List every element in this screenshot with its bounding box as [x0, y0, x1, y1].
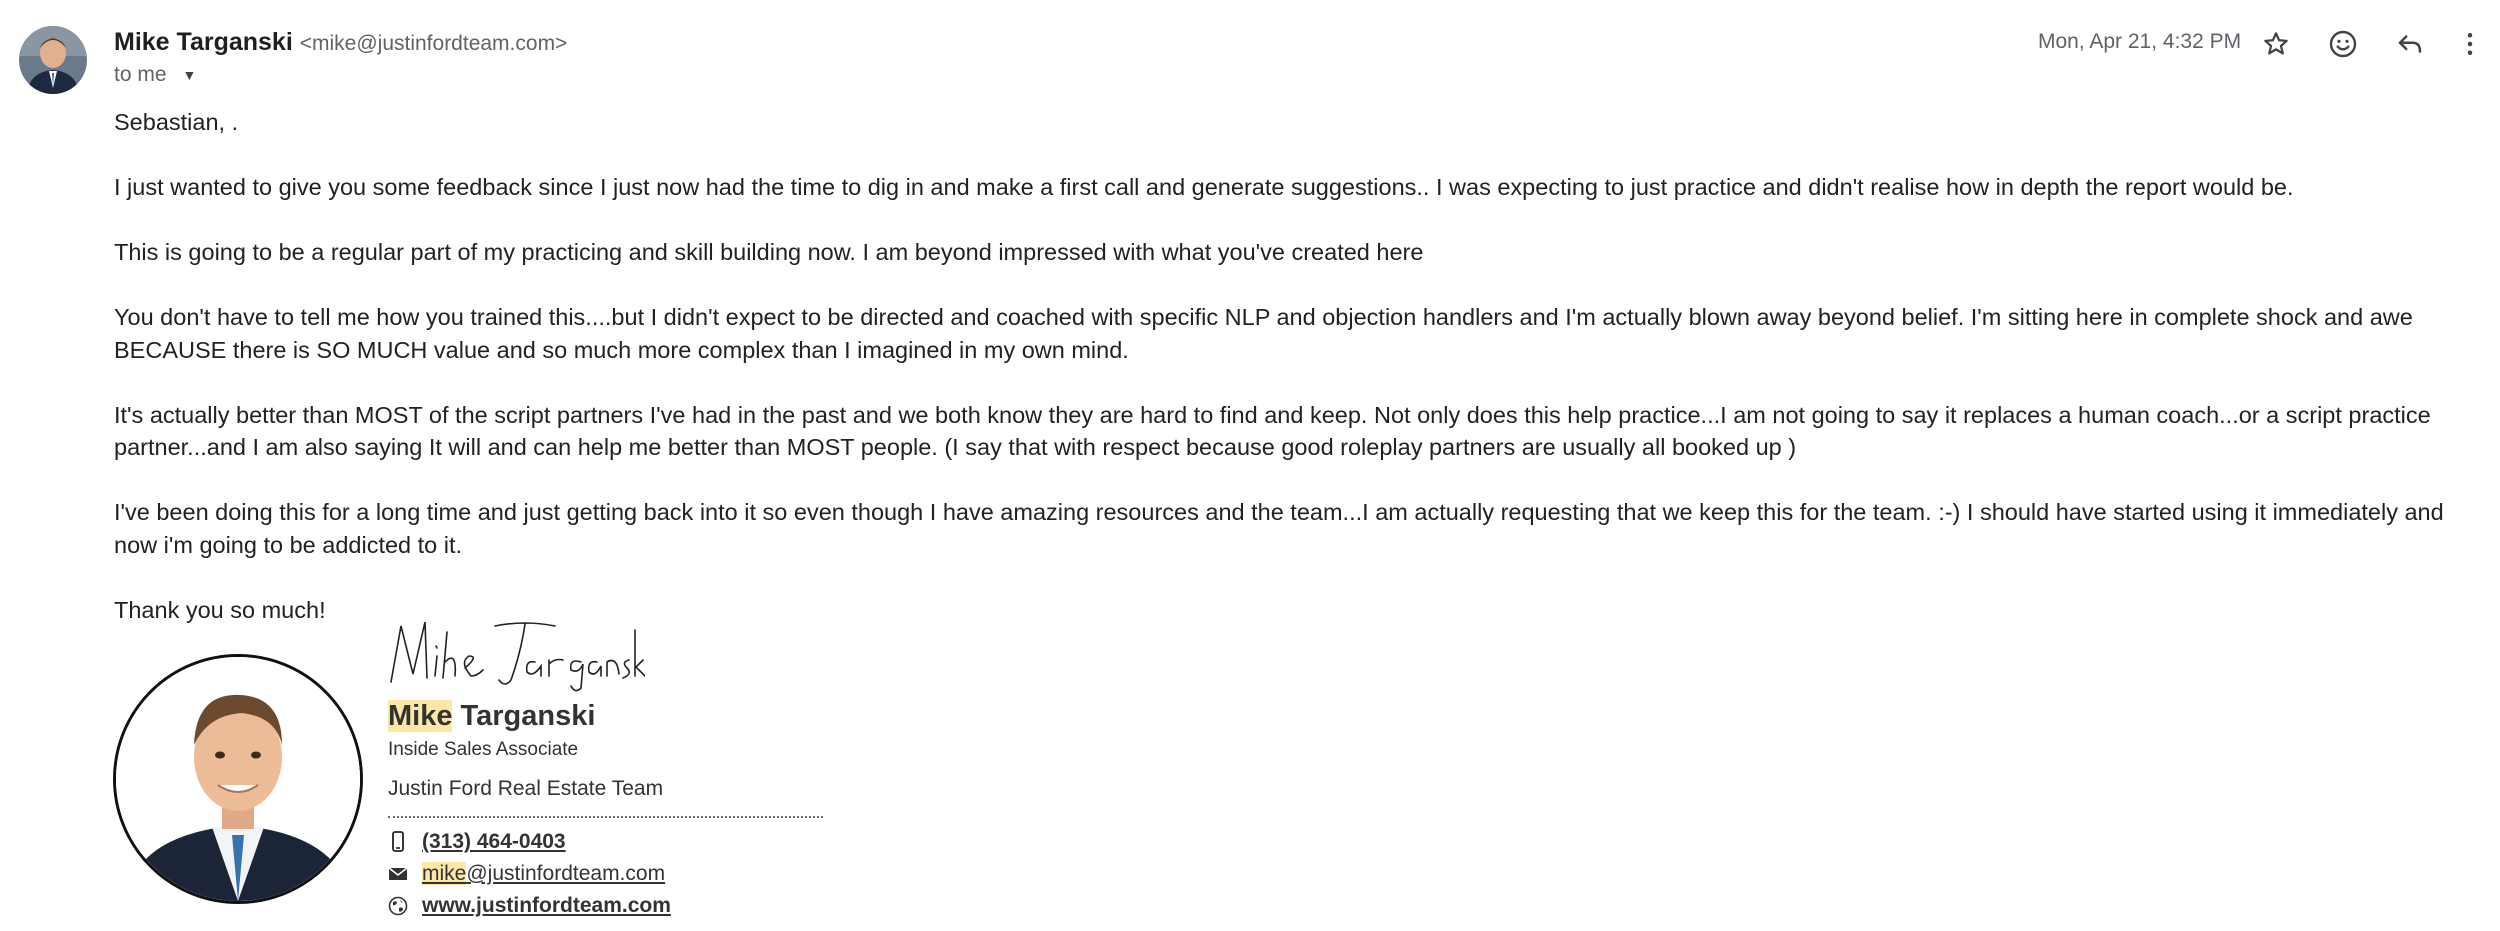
signature-last-name: Targanski	[460, 700, 596, 732]
envelope-icon	[388, 866, 408, 882]
signature-phone-link[interactable]: (313) 464-0403	[422, 830, 566, 853]
signature-title: Inside Sales Associate	[388, 739, 579, 760]
signature-photo	[113, 654, 363, 904]
chevron-down-icon[interactable]: ▼	[182, 67, 197, 83]
handwritten-signature	[385, 612, 645, 697]
star-button[interactable]	[2254, 22, 2298, 66]
body-paragraph: It's actually better than MOST of the script partners I've had in the past and we both know they are hard to find and keep. Not only does this help practice...I am not going to say it replaces a human coach...or a script practice partner...and I am also saying It will and can help me better than MOST people. (I say that with respect because good roleplay partners are usually all booked up )	[114, 401, 2431, 460]
sender-avatar[interactable]	[19, 26, 87, 94]
add-reaction-button[interactable]	[2321, 22, 2365, 66]
recipient-label: to me	[114, 63, 167, 86]
timestamp: Mon, Apr 21, 4:32 PM	[2038, 30, 2242, 53]
signature-email-link[interactable]	[422, 862, 665, 886]
more-options-button[interactable]	[2448, 22, 2492, 66]
signature-email-user: mike	[422, 862, 467, 885]
signature-email-row	[388, 862, 665, 886]
add-reaction-icon	[2327, 28, 2359, 60]
signature-phone-row	[388, 830, 566, 854]
more-vert-icon	[2455, 29, 2485, 59]
sender-name[interactable]: Mike Targanski	[114, 28, 293, 56]
signature-divider	[388, 816, 823, 818]
signature-first-name: Mike	[388, 700, 453, 732]
reply-icon	[2395, 29, 2425, 59]
body-paragraph: I just wanted to give you some feedback since I just now had the time to dig in and make a first call and generate suggestions.. I was expecting to just practice and didn't realise how in depth the report would be.	[114, 174, 2294, 200]
star-icon	[2261, 29, 2291, 59]
signature-company: Justin Ford Real Estate Team	[388, 777, 664, 800]
body-paragraph: You don't have to tell me how you trained this....but I didn't expect to be directed and coached with specific NLP and objection handlers and I'm actually blown away beyond belief. I'm sitting here in complete shock and awe BECAUSE there is SO MUCH value and so much more complex than I imagined in my own mind.	[114, 304, 2413, 363]
globe-icon	[388, 896, 408, 916]
message-body	[114, 106, 2484, 659]
body-paragraph: I've been doing this for a long time and just getting back into it so even though I have amazing resources and the team...I am actually requesting that we keep this for the team. :-) I should have started using it immediately and now i'm going to be addicted to it.	[114, 499, 2444, 558]
signature-web-row	[388, 894, 671, 918]
body-paragraph: This is going to be a regular part of my practicing and skill building now. I am beyond impressed with what you've created here	[114, 239, 1424, 265]
phone-icon	[388, 831, 408, 853]
greeting: Sebastian, .	[114, 109, 239, 135]
signature-email-domain: @justinfordteam.com	[466, 862, 666, 885]
recipient-details-toggle[interactable]	[114, 63, 196, 87]
signature-website-link[interactable]: www.justinfordteam.com	[422, 894, 671, 917]
sender-line	[114, 26, 567, 60]
signature-name	[388, 700, 595, 733]
sender-email: <mike@justinfordteam.com>	[299, 32, 568, 55]
reply-button[interactable]	[2388, 22, 2432, 66]
closing: Thank you so much!	[114, 596, 326, 623]
